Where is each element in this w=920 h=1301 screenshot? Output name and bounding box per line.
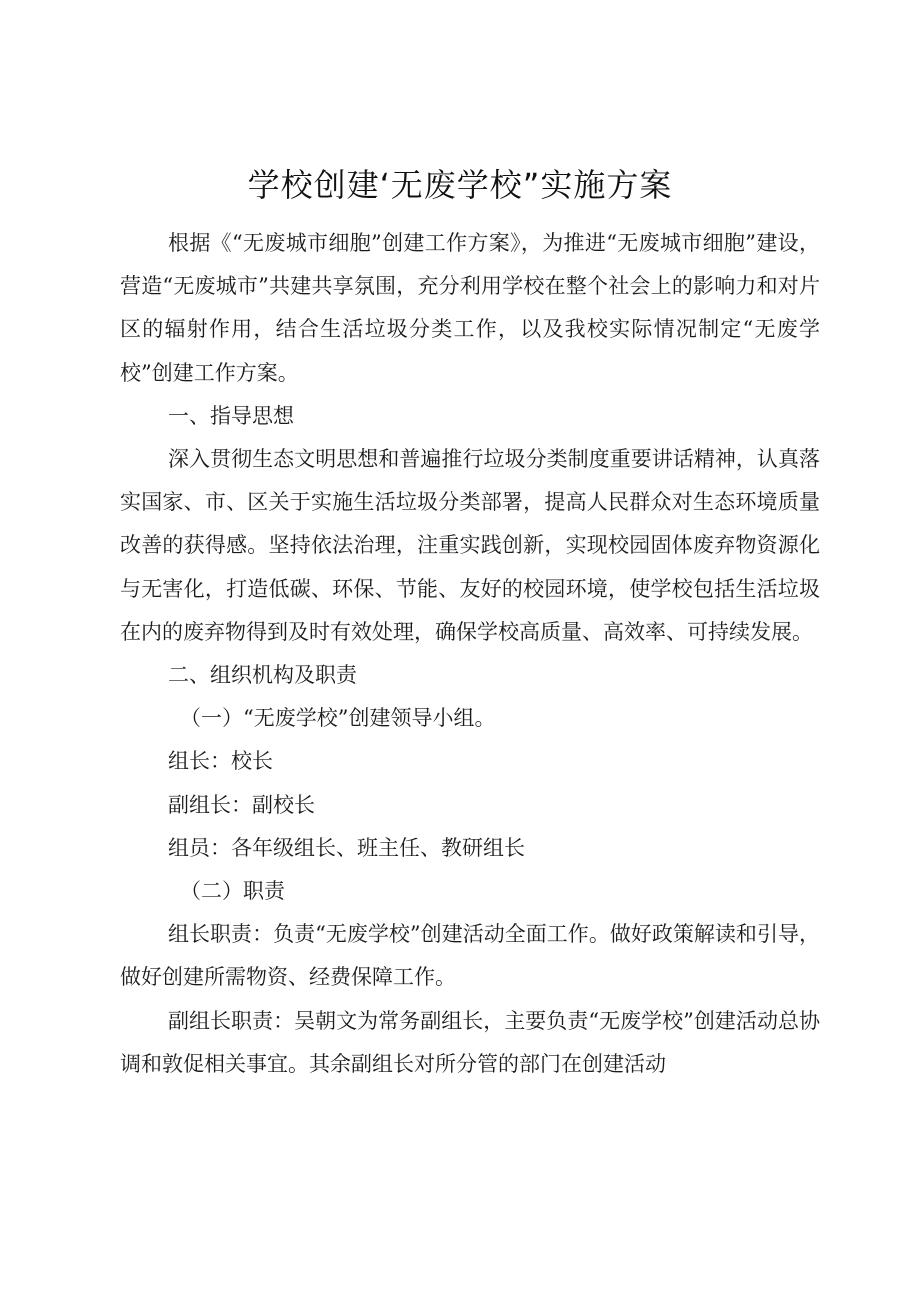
document-body [120,222,820,1086]
intro-paragraph: 根据《“无废城市细胞”创建工作方案》，为推进“无废城市细胞”建设，营造“无废城市”共建共享氛围，充分利用学校在整个社会上的影响力和对片区的辐射作用，结合生活垃圾分类工作，以及我校实际情况制定“无废学校”创建工作方案。 [120,231,820,385]
section-heading-guiding-ideology: 一、指导思想 [168,403,294,428]
leader-duties-paragraph: 组长职责：负责“无废学校”创建活动全面工作。做好政策解读和引导，做好创建所需物资、经费保障工作。 [120,922,820,990]
deputy-duties-paragraph: 副组长职责：吴朝文为常务副组长，主要负责“无废学校”创建活动总协调和敦促相关事宜。其余副组长对所分管的部门在创建活动 [120,1008,820,1076]
document-title: 学校创建‘无废学校”实施方案 [247,166,673,204]
members-line: 组员：各年级组长、班主任、教研组长 [168,835,525,860]
guiding-ideology-paragraph: 深入贯彻生态文明思想和普遍推行垃圾分类制度重要讲话精神，认真落实国家、市、区关于实施生活垃圾分类部署，提高人民群众对生态环境质量改善的获得感。坚持依法治理，注重实践创新，实现校园固体废弃物资源化与无害化，打造低碳、环保、节能、友好的校园环境，使学校包括生活垃圾在内的废弃物得到及时有效处理，确保学校高质量、高效率、可持续发展。 [120,447,820,644]
subsection-heading-leading-group: （一）“无废学校”创建领导小组。 [180,706,496,731]
subsection-heading-duties: （二）职责 [180,879,285,904]
deputy-leader-line: 副组长：副校长 [168,792,315,817]
group-leader-line: 组长：校长 [168,749,273,774]
section-heading-organization: 二、组织机构及职责 [168,663,357,688]
